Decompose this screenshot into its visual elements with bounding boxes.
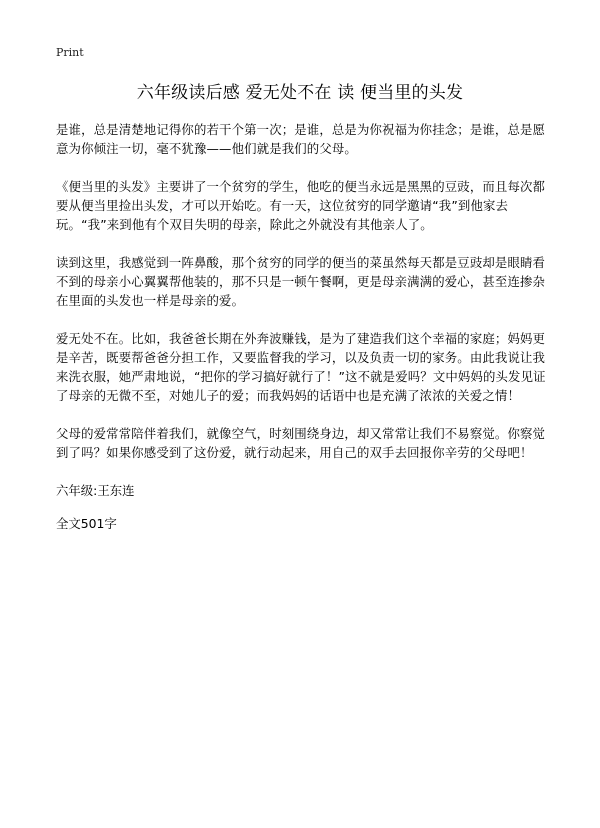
article-body — [56, 120, 548, 547]
word-count: 全文501字 — [56, 516, 117, 531]
paragraph-2: 《便当里的头发》主要讲了一个贫穷的学生，他吃的便当永远是黑黑的豆豉，而且每次都要从便当里捡出头发，才可以开始吃。有一天，这位贫穷的同学邀请“我”到他家去玩。“我”来到他有个双目失明的母亲，除此之外就没有其他亲人了。 — [56, 179, 546, 232]
print-label: Print — [56, 46, 84, 59]
page-title: 六年级读后感 爱无处不在 读 便当里的头发 — [136, 83, 464, 103]
paragraph-3: 读到这里，我感觉到一阵鼻酸，那个贫穷的同学的便当的菜虽然每天都是豆豉却是眼睛看不到的母亲小心翼翼帮他装的，那不只是一顿午餐啊，更是母亲满满的爱心，甚至连掺杂在里面的头发也一样是母亲的爱。 — [56, 255, 546, 308]
paragraph-5: 父母的爱常常陪伴着我们，就像空气，时刻围绕身边，却又常常让我们不易察觉。你察觉到了吗？如果你感受到了这份爱，就行动起来，用自己的双手去回报你辛劳的父母吧！ — [56, 426, 546, 460]
paragraph-1: 是谁，总是清楚地记得你的若干个第一次；是谁，总是为你祝福为你挂念；是谁，总是愿意为你倾注一切，毫不犹豫——他们就是我们的父母。 — [56, 122, 546, 156]
author-line: 六年级:王东连 — [56, 483, 135, 498]
paragraph-4: 爱无处不在。比如，我爸爸长期在外奔波赚钱，是为了建造我们这个幸福的家庭；妈妈更是辛苦，既要帮爸爸分担工作，又要监督我的学习，以及负责一切的家务。由此我说让我来洗衣服，她严肃地说，“把你的学习搞好就行了！”这不就是爱吗？文中妈妈的头发见证了母亲的无微不至，对她儿子的爱；而我妈妈的话语中也是充满了浓浓的关爱之情！ — [56, 331, 546, 403]
